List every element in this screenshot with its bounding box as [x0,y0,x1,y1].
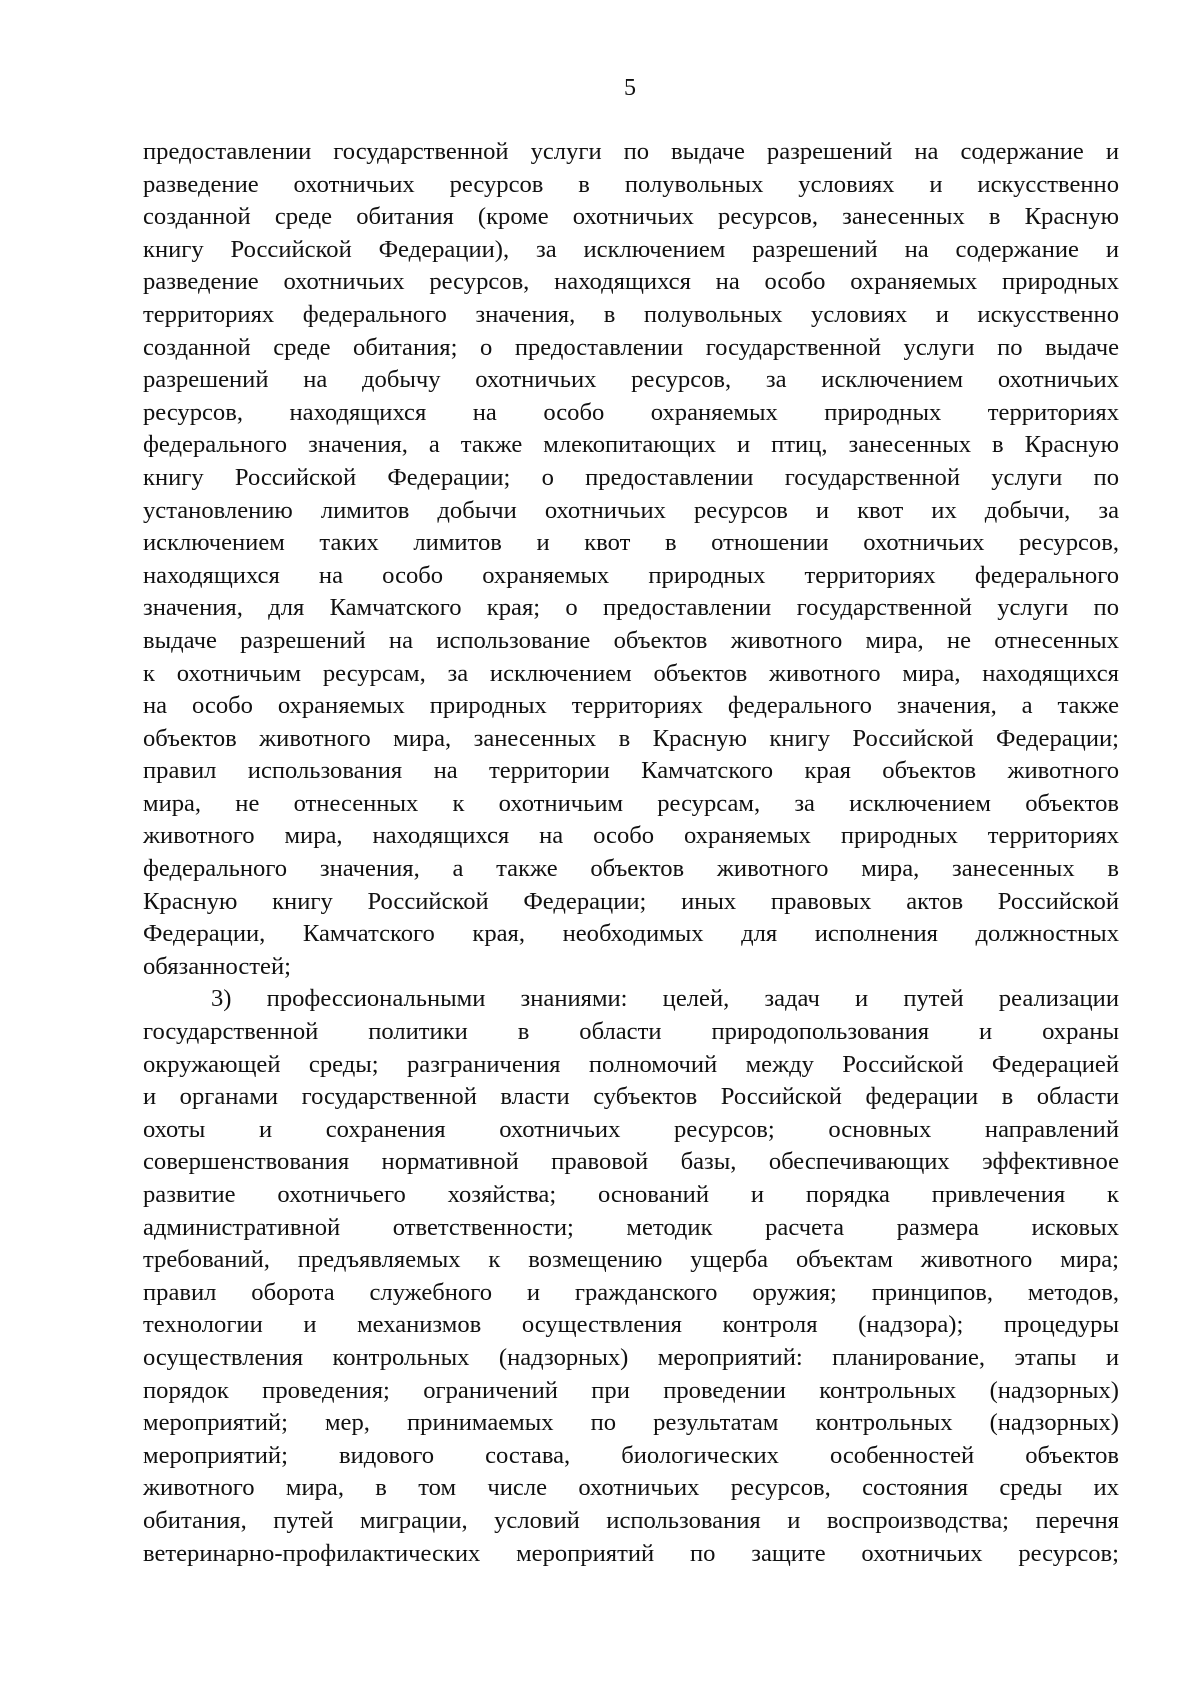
text-line: разведение охотничьих ресурсов в полувольных условиях и искусственно [143,170,1119,198]
text-line: совершенствования нормативной правовой базы, обеспечивающих эффективное [143,1148,1119,1176]
text-line: животного мира, находящихся на особо охраняемых природных территориях [143,822,1119,850]
text-line: технологии и механизмов осуществления контроля (надзора); процедуры [143,1311,1119,1339]
text-line: мероприятий; мер, принимаемых по результатам контрольных (надзорных) [143,1409,1119,1437]
text-line: находящихся на особо охраняемых природных территориях федерального [143,561,1119,589]
text-line: обитания, путей миграции, условий использования и воспроизводства; перечня [143,1506,1119,1534]
text-line: охоты и сохранения охотничьих ресурсов; основных направлений [143,1115,1119,1143]
text-line: книгу Российской Федерации), за исключением разрешений на содержание и [143,235,1119,263]
text-line: исключением таких лимитов и квот в отношении охотничьих ресурсов, [143,529,1119,557]
text-line: разрешений на добычу охотничьих ресурсов, за исключением охотничьих [143,366,1119,394]
text-line: правил оборота служебного и гражданского оружия; принципов, методов, [143,1278,1119,1306]
text-line: федерального значения, а также млекопитающих и птиц, занесенных в Красную [143,431,1119,459]
text-line: ветеринарно-профилактических мероприятий по защите охотничьих ресурсов; [143,1539,1119,1567]
text-line: животного мира, в том числе охотничьих ресурсов, состояния среды их [143,1474,1119,1502]
text-line: объектов животного мира, занесенных в Красную книгу Российской Федерации; [143,724,1119,752]
text-line: Красную книгу Российской Федерации; иных правовых актов Российской [143,887,1119,915]
text-line: значения, для Камчатского края; о предоставлении государственной услуги по [143,594,1119,622]
paragraph-1 [143,136,1119,983]
text-line: установлению лимитов добычи охотничьих ресурсов и квот их добычи, за [143,496,1119,524]
text-line: осуществления контрольных (надзорных) мероприятий: планирование, этапы и [143,1343,1119,1371]
text-line: выдаче разрешений на использование объектов животного мира, не отнесенных [143,626,1119,654]
paragraph-2 [143,983,1119,1570]
text-line: ресурсов, находящихся на особо охраняемых природных территориях [143,398,1119,426]
page-number: 5 [624,75,636,101]
text-line: созданной среде обитания (кроме охотничьих ресурсов, занесенных в Красную [143,203,1119,231]
text-line: требований, предъявляемых к возмещению ущерба объектам животного мира; [143,1246,1119,1274]
text-line: и органами государственной власти субъектов Российской федерации в области [143,1083,1119,1111]
text-line: развитие охотничьего хозяйства; оснований и порядка привлечения к [143,1181,1119,1208]
text-line: окружающей среды; разграничения полномочий между Российской Федерацией [143,1050,1119,1078]
text-line: обязанностей; [143,952,291,980]
text-line: государственной политики в области природопользования и охраны [143,1018,1119,1046]
text-line: мероприятий; видового состава, биологических особенностей объектов [143,1441,1119,1469]
text-line: к охотничьим ресурсам, за исключением объектов животного мира, находящихся [143,659,1119,687]
document-body [143,136,1119,1570]
text-line: федерального значения, а также объектов животного мира, занесенных в [143,855,1119,883]
text-line: Федерации, Камчатского края, необходимых для исполнения должностных [143,920,1119,948]
text-line: порядок проведения; ограничений при проведении контрольных (надзорных) [143,1376,1119,1404]
text-line: правил использования на территории Камчатского края объектов животного [143,757,1119,785]
text-line: на особо охраняемых природных территориях федерального значения, а также [143,692,1119,720]
text-line: 3) профессиональными знаниями: целей, задач и путей реализации [211,985,1119,1013]
text-line: административной ответственности; методик расчета размера исковых [143,1213,1119,1241]
text-line: созданной среде обитания; о предоставлении государственной услуги по выдаче [143,333,1119,361]
text-line: предоставлении государственной услуги по выдаче разрешений на содержание и [143,138,1119,165]
text-line: книгу Российской Федерации; о предоставлении государственной услуги по [143,463,1119,491]
text-line: мира, не отнесенных к охотничьим ресурсам, за исключением объектов [143,789,1119,817]
text-line: разведение охотничьих ресурсов, находящихся на особо охраняемых природных [143,268,1119,296]
text-line: территориях федерального значения, в полувольных условиях и искусственно [143,300,1119,328]
